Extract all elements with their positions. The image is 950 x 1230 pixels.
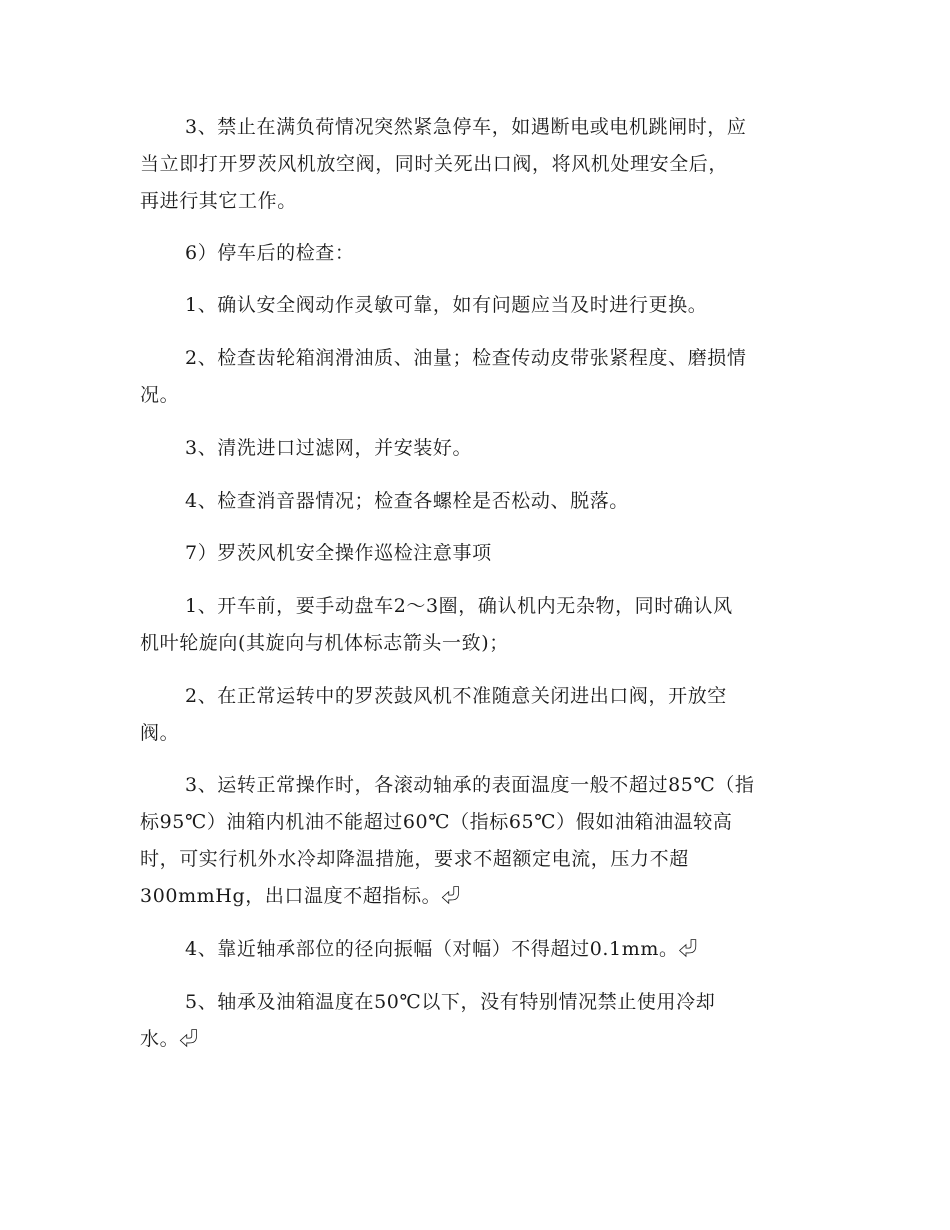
text-line: 时，可实行机外水冷却降温措施，要求不超额定电流，压力不超	[140, 848, 689, 870]
text-line: 当立即打开罗茨风机放空阀，同时关死出口阀，将风机处理安全后，	[140, 153, 729, 175]
text-line: 6）停车后的检查：	[185, 242, 355, 264]
text-line: 3、清洗进口过滤网，并安装好。	[185, 437, 473, 459]
text-line: 7）罗茨风机安全操作巡检注意事项	[185, 542, 492, 564]
text-line: 2、在正常运转中的罗茨鼓风机不准随意关闭进出口阀，开放空	[185, 685, 727, 707]
paragraph-silencer-check	[140, 483, 820, 520]
text-line: 4、靠近轴承部位的径向振幅（对幅）不得超过0.1mm。⏎	[185, 938, 699, 960]
text-line: 5、轴承及油箱温度在50℃以下，没有特别情况禁止使用冷却	[185, 991, 716, 1013]
text-line: 1、开车前，要手动盘车2～3圈，确认机内无杂物，同时确认风	[185, 595, 733, 617]
text-line: 水。⏎	[140, 1028, 199, 1050]
paragraph-valve-rule	[140, 678, 820, 752]
section-heading-after-stop-check	[140, 235, 820, 272]
paragraph-pre-start	[140, 588, 820, 662]
text-line: 4、检查消音器情况；检查各螺栓是否松动、脱落。	[185, 490, 629, 512]
paragraph-vibration-limit	[140, 931, 820, 968]
paragraph-stop-warning	[140, 109, 820, 220]
text-line: 况。	[140, 384, 180, 406]
section-heading-inspection-notes	[140, 535, 820, 572]
text-line: 阀。	[140, 722, 180, 744]
paragraph-clean-filter	[140, 430, 820, 467]
text-line: 2、检查齿轮箱润滑油质、油量；检查传动皮带张紧程度、磨损情	[185, 347, 747, 369]
text-line: 3、禁止在满负荷情况突然紧急停车，如遇断电或电机跳闸时，应	[185, 116, 747, 138]
paragraph-safety-valve	[140, 287, 820, 324]
text-line: 标95℃）油箱内机油不能超过60℃（指标65℃）假如油箱油温较高	[140, 811, 733, 833]
text-line: 1、确认安全阀动作灵敏可靠，如有问题应当及时进行更换。	[185, 294, 708, 316]
text-line: 机叶轮旋向(其旋向与机体标志箭头一致)；	[140, 632, 509, 654]
text-line: 300mmHg，出口温度不超指标。⏎	[140, 885, 461, 907]
text-line: 再进行其它工作。	[140, 190, 297, 212]
paragraph-gearbox-check	[140, 340, 820, 414]
paragraph-temperature-limits	[140, 767, 820, 915]
text-line: 3、运转正常操作时，各滚动轴承的表面温度一般不超过85℃（指	[185, 774, 755, 796]
paragraph-cooling-water	[140, 984, 820, 1058]
